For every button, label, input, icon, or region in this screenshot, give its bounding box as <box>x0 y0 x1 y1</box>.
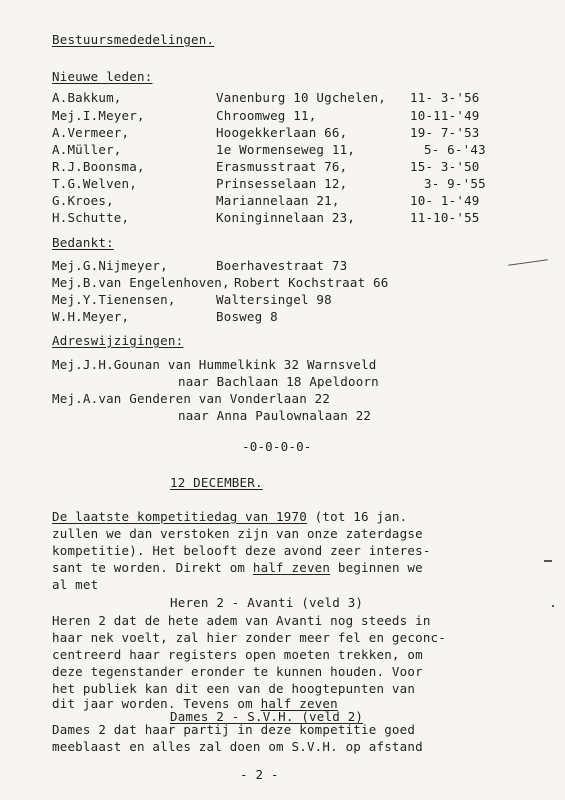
member-address: Erasmusstraat 76, <box>216 159 348 174</box>
member-address: 1e Wormenseweg 11, <box>216 142 356 157</box>
member-address: Chroomweg 11, <box>216 108 317 123</box>
member-address: Prinsesselaan 12, <box>216 176 348 191</box>
resigned-address: Waltersingel 98 <box>216 292 332 307</box>
margin-mark <box>552 605 554 607</box>
section-title: 12 DECEMBER. <box>170 475 263 490</box>
member-date: 3- 9-'55 <box>424 176 486 191</box>
margin-mark <box>508 259 548 266</box>
member-address: Mariannelaan 21, <box>216 193 340 208</box>
member-name: H.Schutte, <box>52 210 130 225</box>
article-line: al met <box>52 577 99 592</box>
resigned-name: W.H.Meyer, <box>52 309 130 324</box>
member-date: 11-10-'55 <box>410 210 480 225</box>
member-name: A.Bakkum, <box>52 90 122 105</box>
address-change-line: Mej.A.van Genderen van Vonderlaan 22 <box>52 391 331 406</box>
member-name: Mej.I.Meyer, <box>52 108 145 123</box>
page-number: - 2 - <box>240 767 279 782</box>
section-separator: -0-0-0-0- <box>242 439 312 454</box>
address-change-line: Mej.J.H.Gounan van Hummelkink 32 Warnsveld <box>52 357 377 372</box>
member-date: 10- 1-'49 <box>410 193 480 208</box>
article-line: Dames 2 dat haar partij in deze kompetitie goed <box>52 722 416 737</box>
member-date: 15- 3-'50 <box>410 159 480 174</box>
resigned-address: Bosweg 8 <box>216 309 278 324</box>
margin-mark <box>544 560 552 562</box>
member-address: Koninginnelaan 23, <box>216 210 356 225</box>
address-change-line: naar Anna Paulownalaan 22 <box>178 408 372 423</box>
article-line <box>52 510 407 524</box>
member-name: A.Müller, <box>52 142 122 157</box>
article-line: Heren 2 dat de hete adem van Avanti nog steeds in <box>52 613 431 628</box>
member-address: Hoogekkerlaan 66, <box>216 125 348 140</box>
article-line4-underlined: half zeven <box>252 560 331 575</box>
resigned-address: Robert Kochstraat 66 <box>234 275 389 290</box>
member-name: R.J.Boonsma, <box>52 159 145 174</box>
new-members-title: Nieuwe leden: <box>52 69 153 84</box>
match-heading: Heren 2 - Avanti (veld 3) <box>170 595 364 610</box>
resigned-name: Mej.B.van Engelenhoven, <box>52 275 230 290</box>
member-name: A.Vermeer, <box>52 125 130 140</box>
article-line: kompetitie). Het belooft deze avond zeer interes- <box>52 543 431 558</box>
member-address: Vanenburg 10 Ugchelen, <box>216 90 386 105</box>
member-date: 5- 6-'43 <box>424 142 486 157</box>
article-line4-post: beginnen we <box>330 560 423 575</box>
match-heading: Dames 2 - S.V.H. (veld 2) <box>170 709 364 724</box>
page-heading: Bestuursmededelingen. <box>52 32 215 47</box>
article-line <box>52 561 423 575</box>
article-line: deze tegenstander eronder te kunnen houden. Voor <box>52 664 423 679</box>
resigned-address: Boerhavestraat 73 <box>216 258 348 273</box>
resigned-name: Mej.G.Nijmeyer, <box>52 258 168 273</box>
article-line: centreerd haar registers open moeten trekken, om <box>52 647 423 662</box>
article-line4-pre: sant te worden. Direkt om <box>52 560 253 575</box>
resigned-title: Bedankt: <box>52 235 114 250</box>
article-intro-rest: (tot 16 jan. <box>306 509 408 524</box>
article-line: het publiek kan dit een van de hoogtepunten van <box>52 681 416 696</box>
member-date: 19- 7-'53 <box>410 125 480 140</box>
article-tevens-pre: dit jaar worden. Tevens om <box>52 696 261 711</box>
address-change-line: naar Bachlaan 18 Apeldoorn <box>178 374 379 389</box>
article-line: haar nek voelt, zal hier zonder meer fel en geconc- <box>52 630 447 645</box>
article-line: meeblaast en alles zal doen om S.V.H. op afstand <box>52 739 423 754</box>
member-date: 10-11-'49 <box>410 108 480 123</box>
member-name: T.G.Welven, <box>52 176 137 191</box>
article-tevens-underlined: half zeven <box>260 696 338 711</box>
resigned-name: Mej.Y.Tienensen, <box>52 292 176 307</box>
member-name: G.Kroes, <box>52 193 114 208</box>
article-intro-underlined: De laatste kompetitiedag van 1970 <box>52 509 307 524</box>
address-changes-title: Adreswijzigingen: <box>52 333 184 348</box>
member-date: 11- 3-'56 <box>410 90 480 105</box>
article-line: zullen we dan verstoken zijn van onze zaterdagse <box>52 526 423 541</box>
